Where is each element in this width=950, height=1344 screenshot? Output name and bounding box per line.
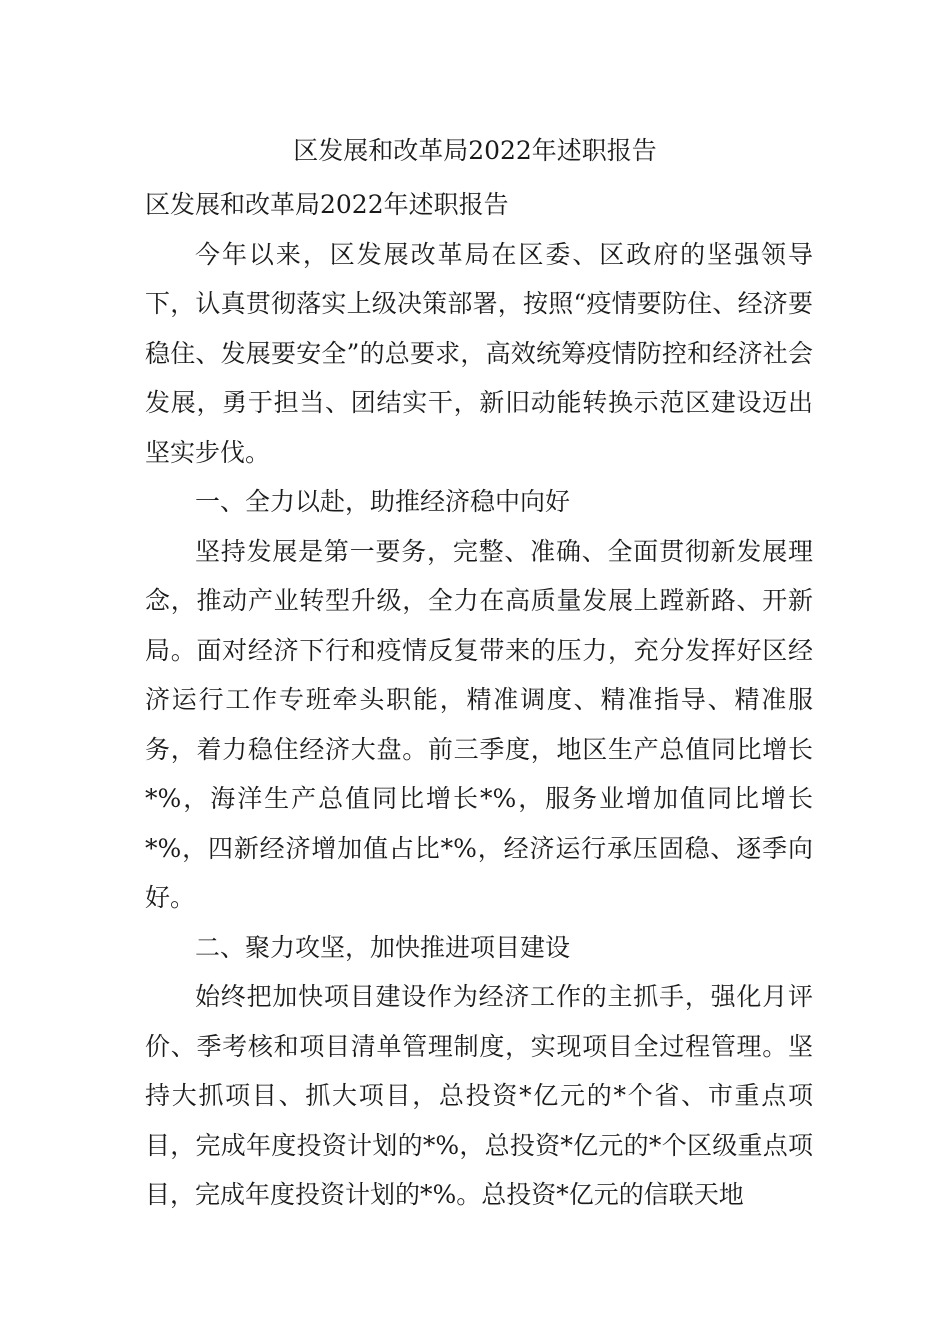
document-body <box>145 180 813 1220</box>
document-title: 区发展和改革局2022年述职报告 <box>293 136 657 165</box>
paragraph-section-2: 始终把加快项目建设作为经济工作的主抓手，强化月评价、季考核和项目清单管理制度，实现项目全过程管理。坚持大抓项目、抓大项目，总投资*亿元的*个省、市重点项目，完成年度投资计划的*%，总投资*亿元的*个区级重点项目，完成年度投资计划的*%。总投资*亿元的信联天地 <box>145 982 813 1209</box>
section-heading-1: 一、全力以赴，助推经济稳中向好 <box>195 487 571 516</box>
section-heading-2: 二、聚力攻坚，加快推进项目建设 <box>195 932 571 962</box>
document-subtitle: 区发展和改革局2022年述职报告 <box>145 190 509 219</box>
paragraph-intro: 今年以来，区发展改革局在区委、区政府的坚强领导下，认真贯彻落实上级决策部署，按照“疫情要防住、经济要稳住、发展要安全”的总要求，高效统筹疫情防控和经济社会发展，勇于担当、团结实干，新旧动能转换示范区建设迈出坚实步伐。 <box>145 239 813 467</box>
paragraph-section-1: 坚持发展是第一要务，完整、准确、全面贯彻新发展理念，推动产业转型升级，全力在高质量发展上蹚新路、开新局。面对经济下行和疫情反复带来的压力，充分发挥好区经济运行工作专班牵头职能，精准调度、精准指导、精准服务，着力稳住经济大盘。前三季度，地区生产总值同比增长*%，海洋生产总值同比增长*%，服务业增加值同比增长*%，四新经济增加值占比*%，经济运行承压固稳、逐季向好。 <box>145 536 813 912</box>
